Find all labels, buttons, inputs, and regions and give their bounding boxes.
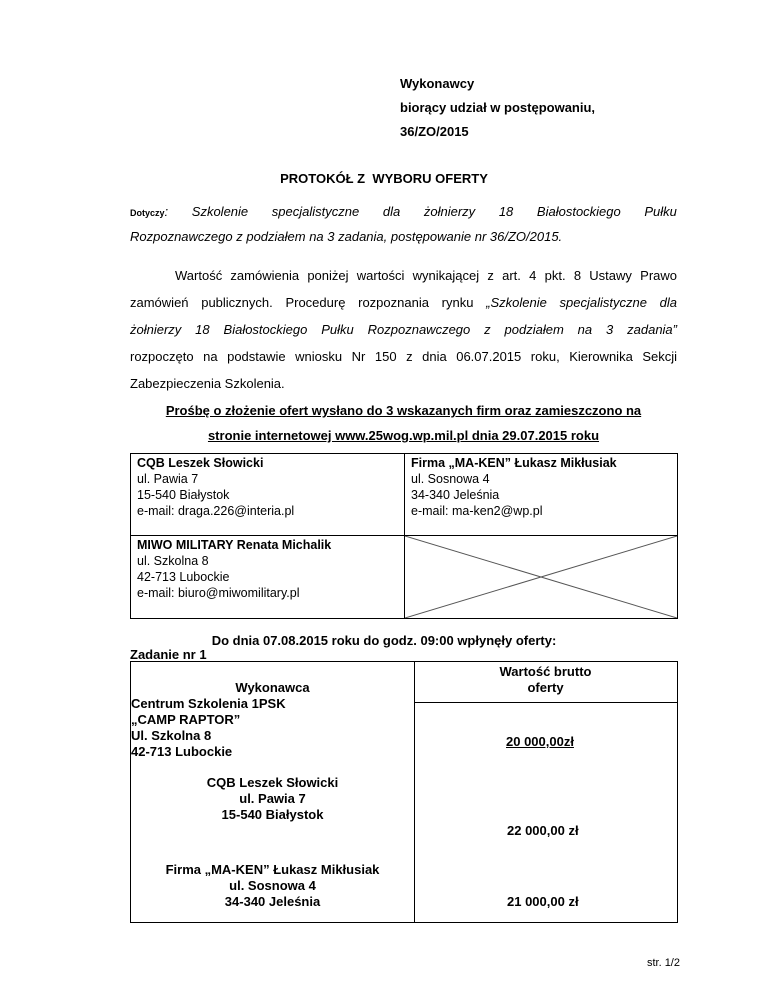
paragraph-line: zamówień publicznych. Procedurę rozpoznania rynku „Szkolenie specjalistyczne dla: [130, 295, 678, 310]
subject-word: Białostockiego: [536, 204, 621, 219]
firm-name: CQB Leszek Słowicki: [137, 456, 264, 470]
subject-word: Szkolenie: [191, 204, 249, 219]
offer-row-value: 21 000,00 zł: [507, 894, 579, 909]
firm-city: 34-340 Jeleśnia: [411, 488, 500, 502]
request-line: Prośbę o złożenie ofert wysłano do 3 wskazanych firm oraz zamieszczono na: [165, 403, 642, 418]
subject-word: 18: [498, 204, 514, 219]
firm-cell: [130, 536, 405, 619]
firm-email: e-mail: draga.226@interia.pl: [137, 504, 295, 518]
offers-deadline: Do dnia 07.08.2015 roku do godz. 09:00 wpłynęły oferty:: [211, 633, 557, 648]
subject-word: Pułku: [644, 204, 677, 219]
offer-row-value: 22 000,00 zł: [507, 823, 579, 838]
firm-name: MIWO MILITARY Renata Michalik: [137, 538, 332, 552]
firm-street: ul. Pawia 7: [137, 472, 199, 486]
firm-email: e-mail: biuro@miwomilitary.pl: [137, 586, 300, 600]
paragraph-line: żołnierzy 18 Białostockiego Pułku Rozpoznawczego z podziałem na 3 zadania”: [130, 322, 677, 337]
firm-street: ul. Szkolna 8: [137, 554, 209, 568]
firms-table: [130, 453, 678, 619]
header-value: Wartość brutto oferty: [499, 664, 592, 695]
offers-table: [130, 661, 678, 923]
recipient-line: 36/ZO/2015: [400, 124, 469, 139]
header-divider: [414, 702, 677, 703]
firm-email: e-mail: ma-ken2@wp.pl: [411, 504, 543, 518]
offer-row-contractor: Centrum Szkolenia 1PSK „CAMP RAPTOR” Ul. Szkolna 8 42-713 Lubockie: [131, 696, 286, 759]
offer-row-value: 20 000,00zł: [506, 734, 574, 749]
paragraph-line: rozpoczęto na podstawie wniosku Nr 150 z dnia 06.07.2015 roku, Kierownika Sekcji: [130, 349, 677, 364]
empty-crossed-cell: [405, 536, 678, 619]
firm-cell: [405, 453, 678, 536]
firm-cell: [130, 453, 405, 536]
header-contractor: Wykonawca: [235, 680, 310, 695]
cross-mark: [405, 536, 677, 618]
subject-label: Dotyczy:: [130, 204, 169, 219]
recipient-line: biorący udział w postępowaniu,: [400, 100, 596, 115]
request-notice: [130, 398, 677, 448]
paragraph-line: Wartość zamówienia poniżej wartości wynikającej z art. 4 pkt. 8 Ustawy Prawo: [175, 268, 677, 283]
request-line: stronie internetowej www.25wog.wp.mil.pl dnia 29.07.2015 roku: [207, 428, 600, 443]
subject-word: dla: [382, 204, 401, 219]
firm-city: 42-713 Lubockie: [137, 570, 230, 584]
subject-line-2: Rozpoznawczego z podziałem na 3 zadania, postępowanie nr 36/ZO/2015.: [130, 229, 563, 244]
body-paragraph: [130, 262, 677, 397]
subject-word: żołnierzy: [423, 204, 476, 219]
firm-name: Firma „MA-KEN” Łukasz Mikłusiak: [411, 456, 617, 470]
recipient-block: [400, 72, 595, 144]
firm-city: 15-540 Białystok: [137, 488, 230, 502]
offer-row-contractor: CQB Leszek Słowicki ul. Pawia 7 15-540 Białystok: [206, 775, 339, 822]
document-title: PROTOKÓŁ Z WYBORU OFERTY: [280, 171, 488, 186]
recipient-line: Wykonawcy: [400, 76, 475, 91]
subject-word: specjalistyczne: [271, 204, 360, 219]
firm-street: ul. Sosnowa 4: [411, 472, 490, 486]
task-label: Zadanie nr 1: [130, 647, 207, 662]
offer-row-contractor: Firma „MA-KEN” Łukasz Mikłusiak ul. Sosnowa 4 34-340 Jeleśnia: [165, 862, 380, 909]
page-number: str. 1/2: [646, 957, 680, 969]
paragraph-line: Zabezpieczenia Szkolenia.: [130, 376, 285, 391]
subject-line: [130, 203, 677, 222]
column-divider: [414, 662, 415, 922]
